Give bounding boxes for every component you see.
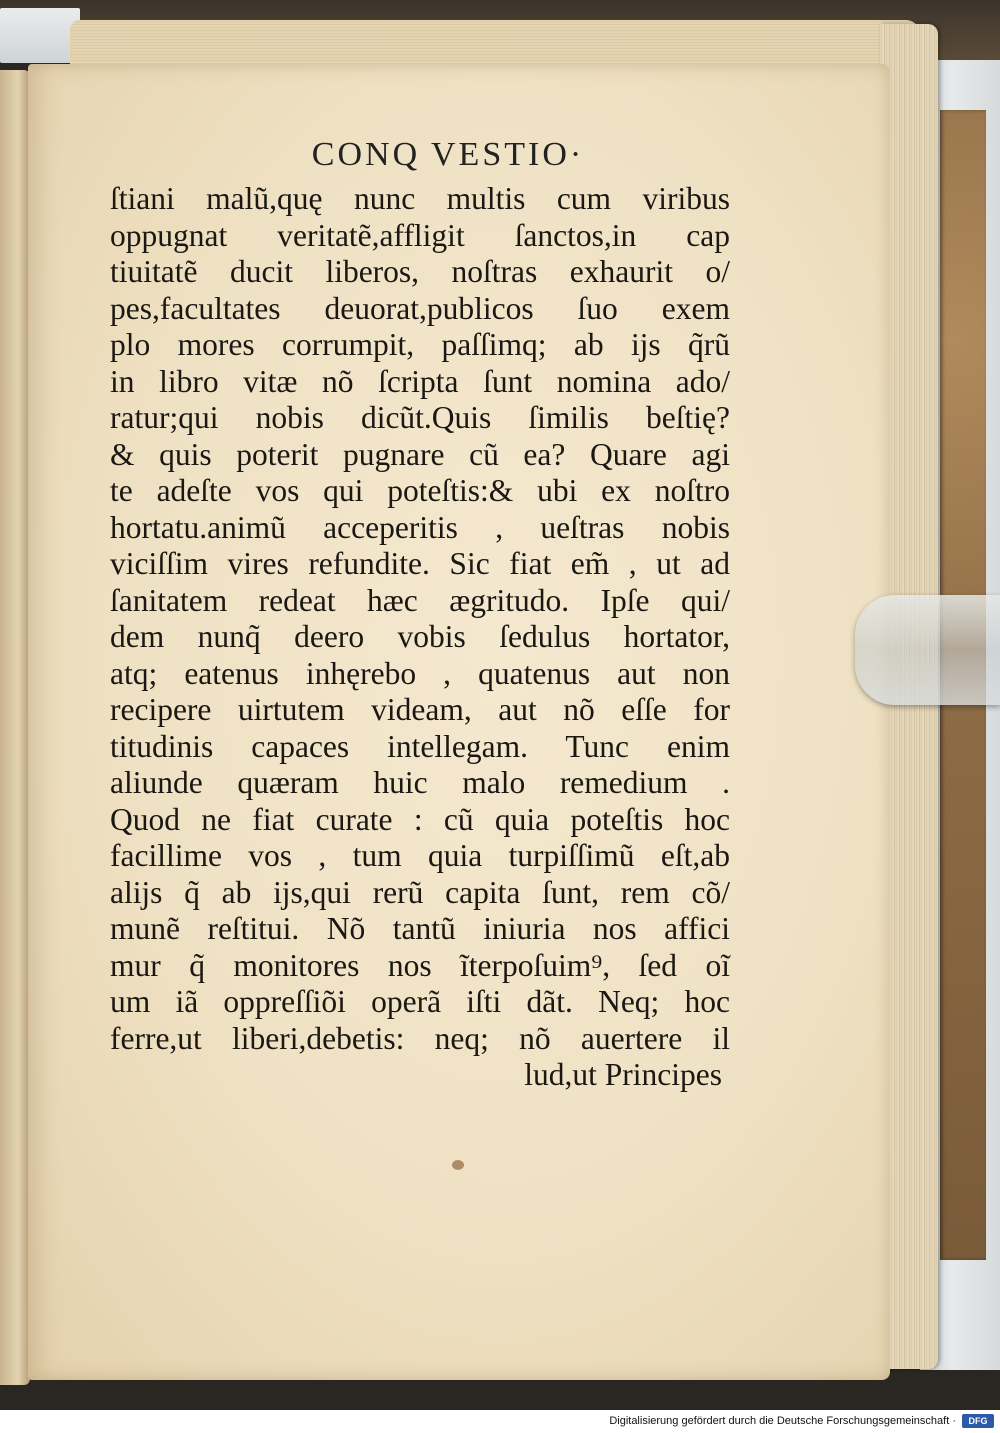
text-line: hortatu.animũ acceperitis , ueſtras nobis bbox=[110, 509, 730, 545]
text-line: ferre,ut liberi,debetis: neq; nõ auertere il bbox=[110, 1020, 730, 1056]
footer-bar bbox=[0, 1410, 1000, 1433]
text-line: te adeſte vos qui poteſtis:& ubi ex noſtro bbox=[110, 473, 730, 508]
text-line: ſtiani malũ,quę nunc multis cum viribus bbox=[110, 181, 730, 216]
text-line: atq; eatenus inhęrebo , quatenus aut non bbox=[110, 655, 730, 691]
text-line: plo mores corrumpit, paſſimq; ab ĳs q̃rũ bbox=[110, 327, 730, 362]
running-header: CONQ VESTIO· bbox=[311, 136, 585, 173]
text-line: ſanitatem redeat hæc ægritudo. Ipſe qui/ bbox=[110, 582, 730, 618]
text-line: lud,ut Principes bbox=[524, 1057, 722, 1092]
text-line: facillime vos , tum quia turpiſſimũ eſt,ab bbox=[110, 838, 730, 873]
text-line: recipere uirtutem videam, aut nõ eſſe for bbox=[110, 692, 730, 727]
page-text bbox=[110, 181, 730, 1094]
text-line: um iã oppreſſiõi operã iſti dãt. Neq; hoc bbox=[110, 984, 730, 1019]
page-clip bbox=[855, 595, 1000, 705]
facing-page-edge bbox=[0, 70, 30, 1385]
text-line: & quis poterit pugnare cũ ea? Quare agi bbox=[110, 436, 730, 472]
text-line: munẽ reſtitui. Nõ tantũ iniuria nos affici bbox=[110, 911, 730, 946]
footer-credit: Digitalisierung gefördert durch die Deutsche Forschungsgemeinschaft · bbox=[609, 1415, 956, 1427]
text-line: alĳs q̃ ab ĳs,qui rerũ capita ſunt, rem cõ/ bbox=[110, 874, 730, 910]
text-line: pes,facultates deuorat,publicos ſuo exem bbox=[110, 290, 730, 326]
text-line: dem nunq̃ deero vobis ſedulus hortator, bbox=[110, 619, 730, 654]
text-line: Quod ne fiat curate : cũ quia poteſtis hoc bbox=[110, 801, 730, 837]
page-stack-top bbox=[70, 20, 920, 70]
ink-stain bbox=[452, 1160, 464, 1170]
text-line: viciſſim vires refundite. Sic fiat em̃ , ut ad bbox=[110, 546, 730, 581]
text-line: aliunde quæram huic malo remedium . bbox=[110, 765, 730, 800]
text-line: mur q̃ monitores nos ĩterpoſuim⁹, ſed oĩ bbox=[110, 947, 730, 983]
dfg-logo: DFG bbox=[962, 1414, 994, 1428]
book-page bbox=[28, 64, 890, 1380]
text-line: tiuitatẽ ducit liberos, noſtras exhaurit o/ bbox=[110, 254, 730, 289]
text-line: titudinis capaces intellegam. Tunc enim bbox=[110, 728, 730, 764]
text-line: ratur;qui nobis dicũt.Quis ſimilis beſtię? bbox=[110, 400, 730, 435]
text-line: oppugnat veritatẽ,affligit ſanctos,in cap bbox=[110, 217, 730, 253]
white-tab-left bbox=[0, 8, 80, 63]
text-line: in libro vitæ nõ ſcripta ſunt nomina ado/ bbox=[110, 363, 730, 399]
